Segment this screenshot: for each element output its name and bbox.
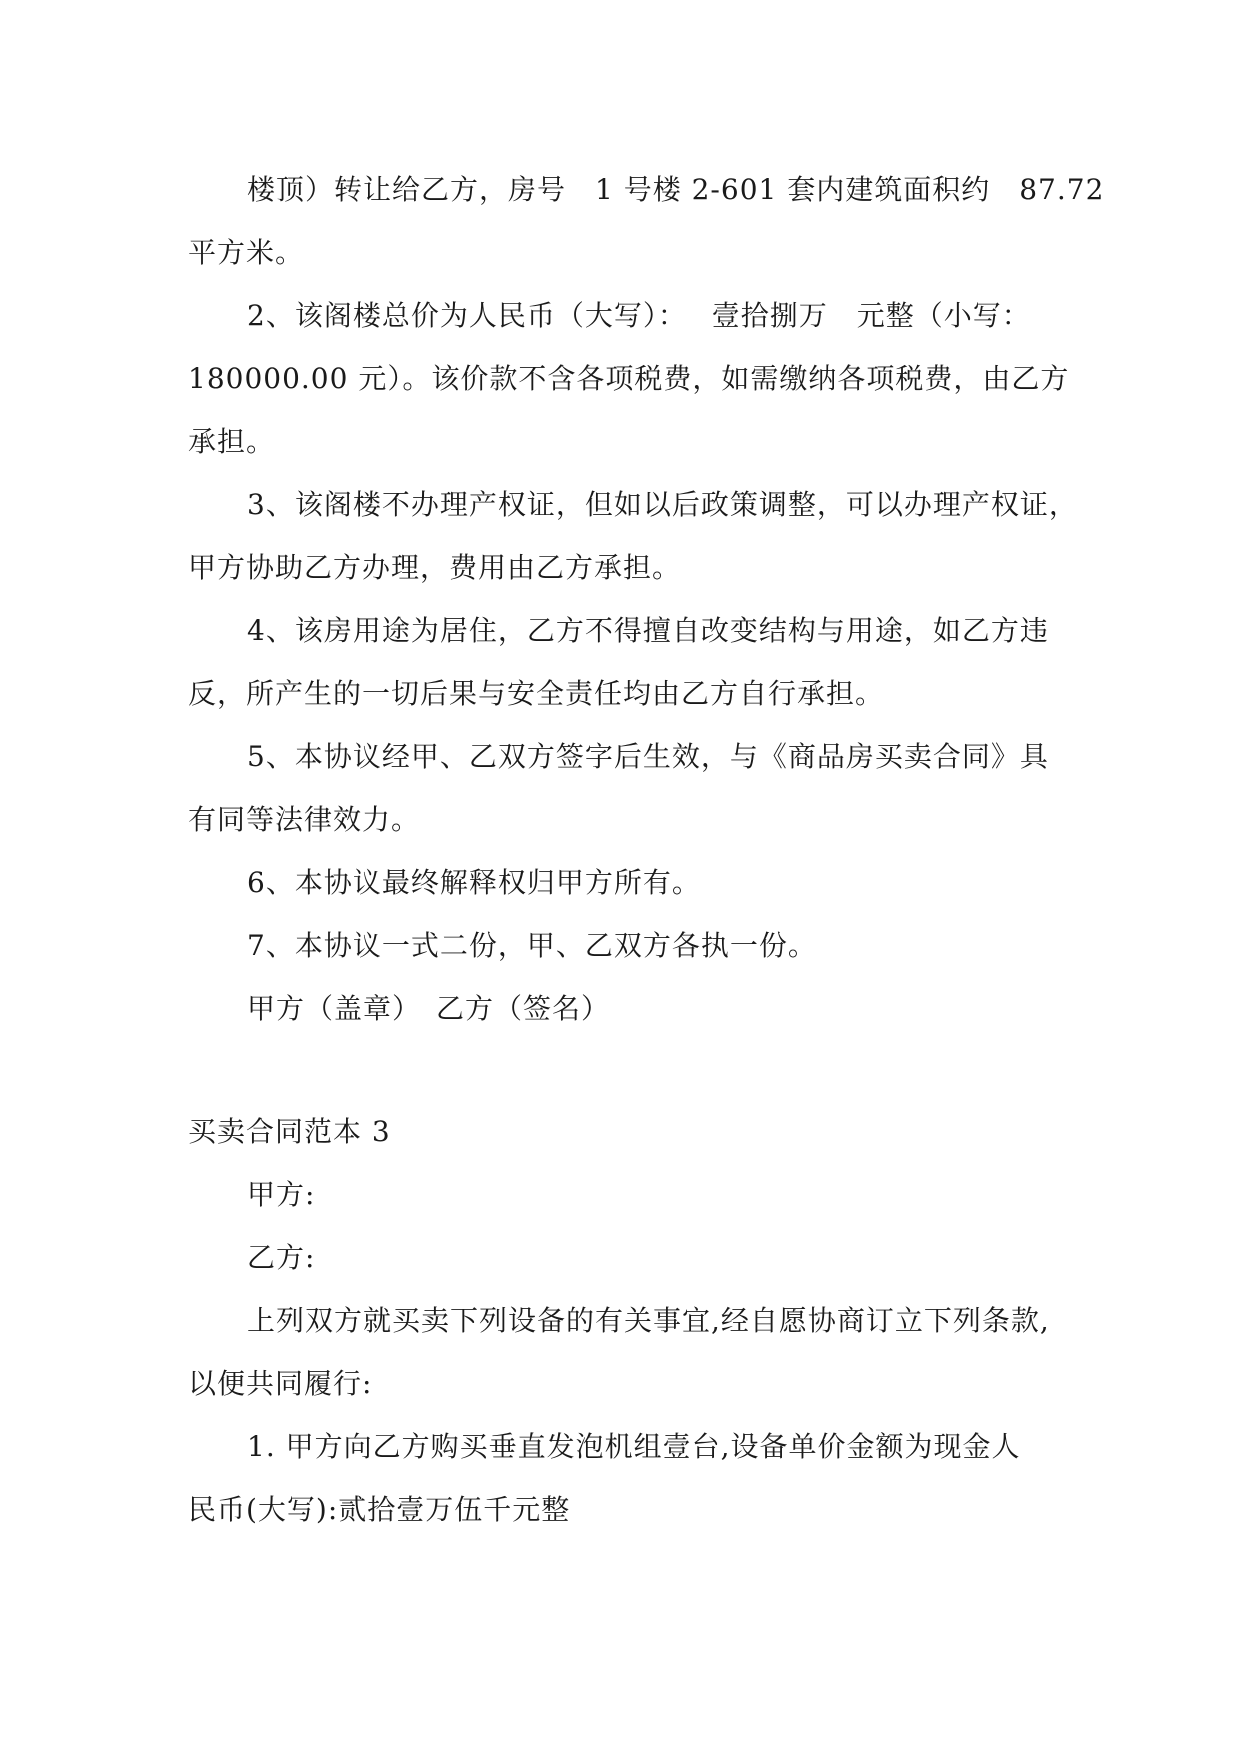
signature-line: 甲方（盖章） 乙方（签名） bbox=[247, 992, 611, 1025]
section-gap bbox=[188, 1040, 1058, 1100]
clause-4-line: 反，所产生的一切后果与安全责任均由乙方自行承担。 bbox=[188, 677, 885, 710]
clause-2-line: 承担。 bbox=[188, 425, 276, 458]
clause-3-line: 甲方协助乙方办理，费用由乙方承担。 bbox=[188, 551, 682, 584]
clause-5-line: 5、本协议经甲、乙双方签字后生效，与《商品房买卖合同》具 bbox=[247, 740, 1049, 773]
clause-7: 7、本协议一式二份，甲、乙双方各执一份。 bbox=[247, 929, 817, 962]
text-line: 平方米。 bbox=[188, 236, 305, 269]
item-1-line: 民币(大写):贰拾壹万伍千元整 bbox=[188, 1493, 571, 1526]
party-a-label: 甲方: bbox=[247, 1178, 316, 1211]
text-line: 楼顶）转让给乙方，房号 1 号楼 2-601 套内建筑面积约 87.72 bbox=[247, 173, 1105, 206]
clause-3-line: 3、该阁楼不办理产权证，但如以后政策调整，可以办理产权证， bbox=[247, 488, 1078, 521]
clause-2-line: 2、该阁楼总价为人民币（大写）： 壹拾捌万 元整（小写： bbox=[247, 299, 1031, 332]
clause-5-line: 有同等法律效力。 bbox=[188, 803, 421, 836]
intro-line: 上列双方就买卖下列设备的有关事宜,经自愿协商订立下列条款, bbox=[247, 1304, 1050, 1337]
clause-6: 6、本协议最终解释权归甲方所有。 bbox=[247, 866, 701, 899]
party-b-label: 乙方: bbox=[247, 1241, 316, 1274]
clause-4-line: 4、该房用途为居住，乙方不得擅自改变结构与用途，如乙方违 bbox=[247, 614, 1049, 647]
item-1-line: 1. 甲方向乙方购买垂直发泡机组壹台,设备单价金额为现金人 bbox=[247, 1430, 1021, 1463]
section-title: 买卖合同范本 3 bbox=[188, 1115, 391, 1148]
document-page bbox=[188, 158, 1105, 1541]
clause-2-line: 180000.00 元）。该价款不含各项税费，如需缴纳各项税费，由乙方 bbox=[188, 362, 1070, 395]
intro-line: 以便共同履行: bbox=[188, 1367, 373, 1400]
